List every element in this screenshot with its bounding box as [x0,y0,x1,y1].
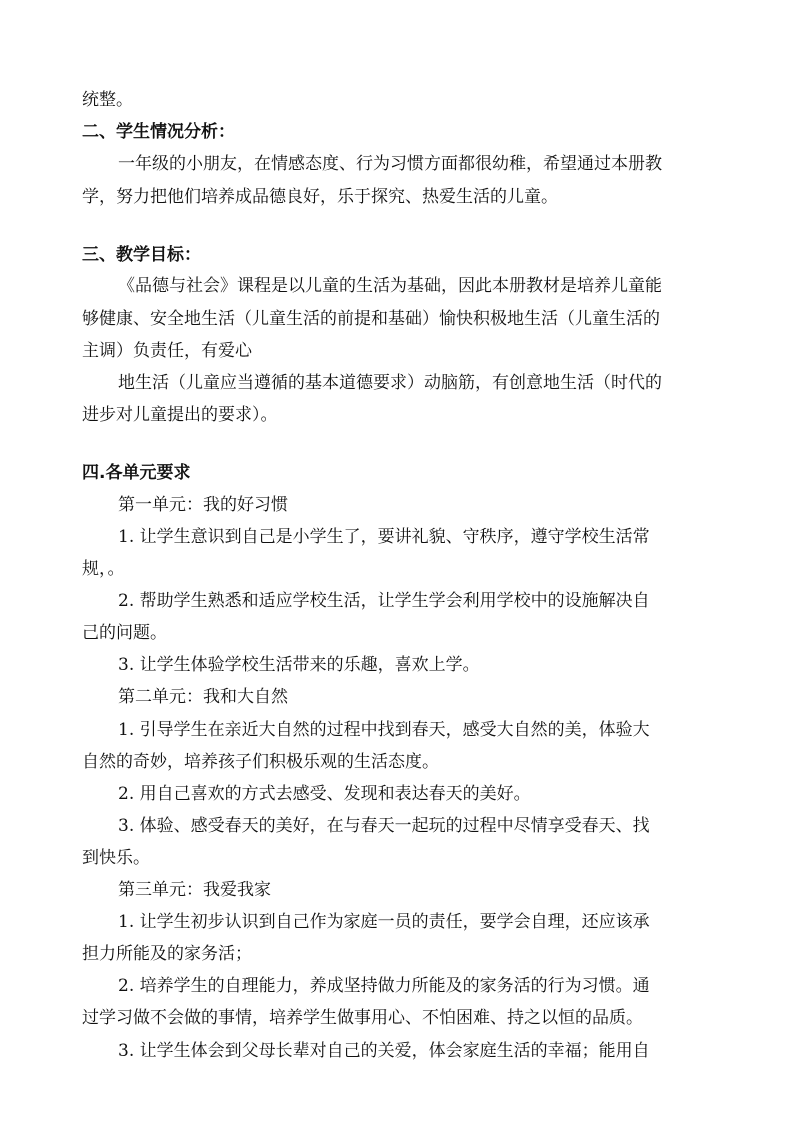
text-line: 1. 引导学生在亲近大自然的过程中找到春天，感受大自然的美，体验大 [118,720,650,740]
text-line: 够健康、安全地生活（儿童生活的前提和基础）愉快积极地生活（儿童生活的 [82,309,660,329]
text-line: 自然的奇妙，培养孩子们积极乐观的生活态度。 [82,752,439,772]
unit-title: 第二单元：我和大自然 [118,687,288,707]
text-line: 统整。 [82,90,133,110]
text-line: 1. 让学生意识到自己是小学生了，要讲礼貌、守秩序，遵守学校生活常 [118,527,650,547]
text-line: 3. 体验、感受春天的美好，在与春天一起玩的过程中尽情享受春天、找 [118,816,650,836]
unit-title: 第三单元：我爱我家 [118,880,271,900]
text-line: 规，。 [82,559,125,579]
text-line: 3. 让学生体会到父母长辈对自己的关爱，体会家庭生活的幸福；能用自 [118,1041,650,1061]
text-line: 过学习做不会做的事情，培养学生做事用心、不怕困难、持之以恒的品质。 [82,1008,643,1028]
text-line: 一年级的小朋友，在情感态度、行为习惯方面都很幼稚，希望通过本册教 [118,154,662,174]
text-line: 《品德与社会》课程是以儿童的生活为基础，因此本册教材是培养儿童能 [118,276,662,296]
text-line: 2. 培养学生的自理能力，养成坚持做力所能及的家务活的行为习惯。通 [118,976,650,996]
text-line: 2. 帮助学生熟悉和适应学校生活，让学生学会利用学校中的设施解决自 [118,591,650,611]
text-line: 到快乐。 [82,848,150,868]
text-line: 学，努力把他们培养成品德良好，乐于探究、热爱生活的儿童。 [82,187,558,207]
section-heading-unit-requirements: 四.各单元要求 [82,463,191,483]
text-line: 担力所能及的家务活； [82,944,252,964]
text-line: 3. 让学生体验学校生活带来的乐趣，喜欢上学。 [118,655,480,675]
text-line: 主调）负责任，有爱心 [82,341,252,361]
text-line: 进步对儿童提出的要求）。 [82,405,278,425]
section-heading-student-analysis: 二、学生情况分析： [82,122,235,142]
text-line: 1. 让学生初步认识到自己作为家庭一员的责任，要学会自理，还应该承 [118,912,650,932]
text-line: 地生活（儿童应当遵循的基本道德要求）动脑筋，有创意地生活（时代的 [118,373,662,393]
text-line: 己的问题。 [82,623,167,643]
unit-title: 第一单元：我的好习惯 [118,495,288,515]
section-heading-teaching-goals: 三、教学目标： [82,245,201,265]
text-line: 2. 用自己喜欢的方式去感受、发现和表达春天的美好。 [118,784,531,804]
